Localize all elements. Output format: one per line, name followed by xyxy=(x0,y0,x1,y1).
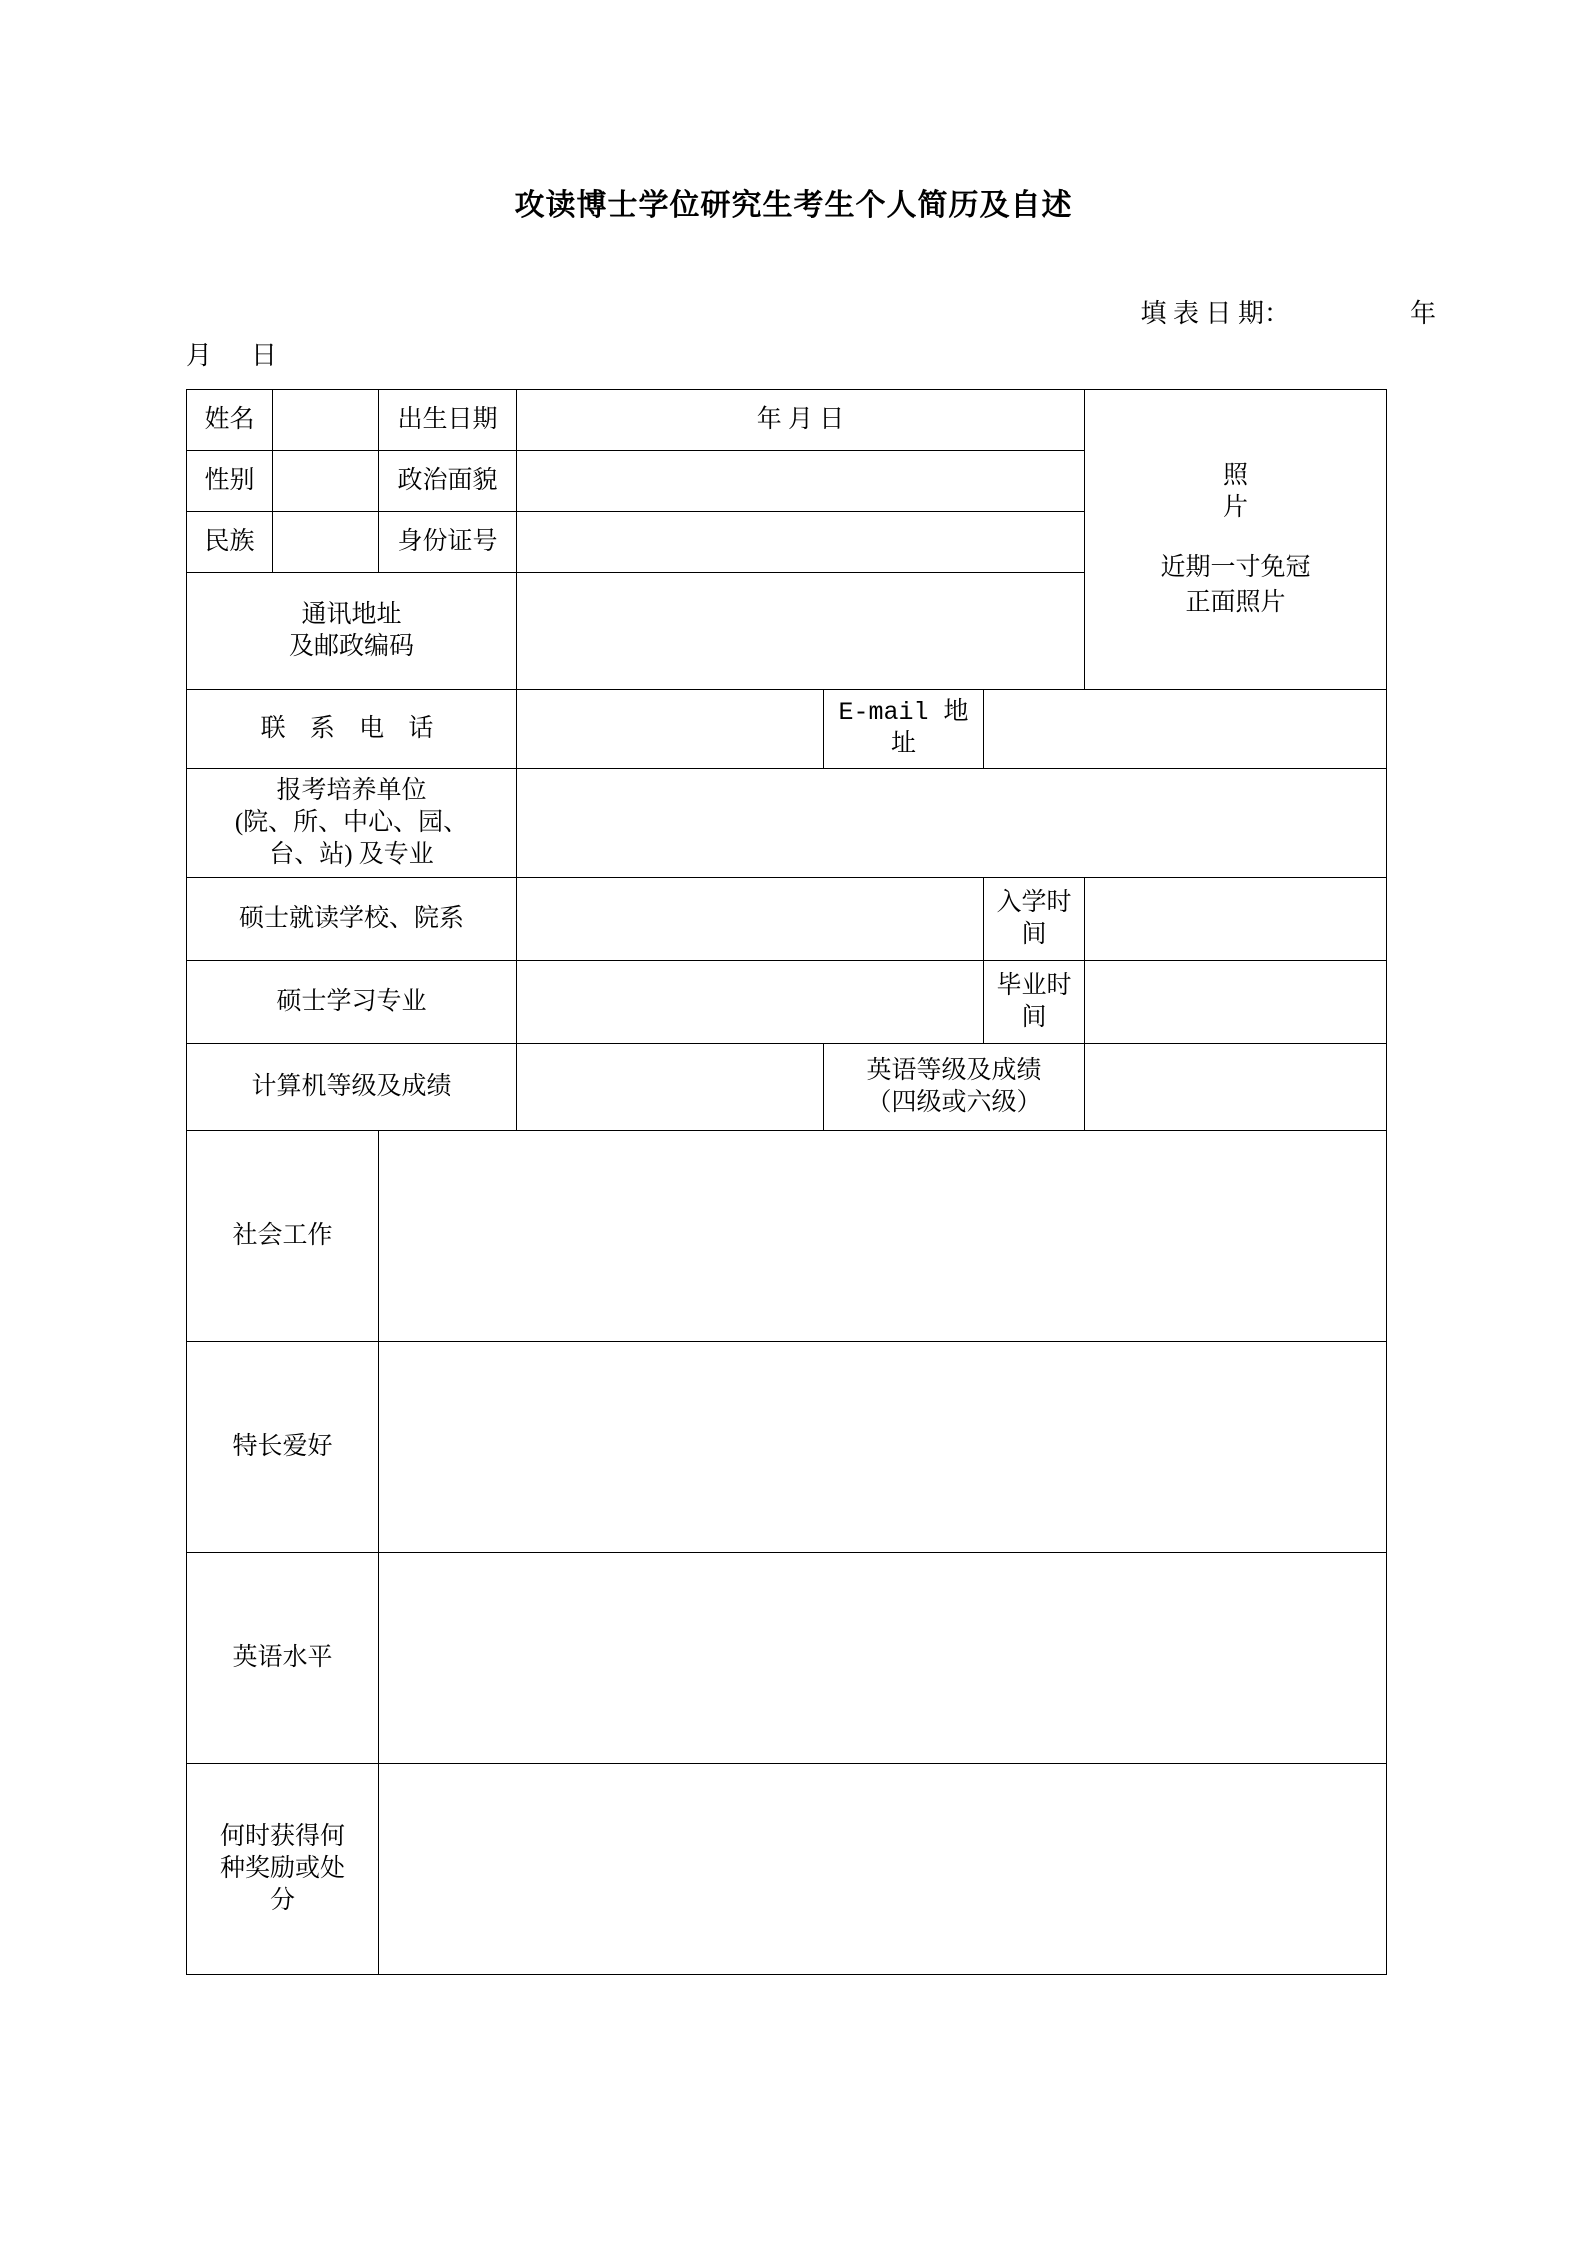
table-row-awards xyxy=(187,1764,1387,1975)
gender-value[interactable] xyxy=(273,451,379,512)
awards-label xyxy=(187,1764,379,1975)
social-work-value[interactable] xyxy=(379,1131,1387,1342)
awards-label-line-2: 种奖励或处 xyxy=(219,1855,345,1882)
graduate-time-label: 毕业时间 xyxy=(984,961,1085,1044)
applicant-form-table xyxy=(186,389,1387,1975)
table-row-hobby xyxy=(187,1342,1387,1553)
name-label: 姓名 xyxy=(187,390,273,451)
awards-value[interactable] xyxy=(379,1764,1387,1975)
computer-level-label: 计算机等级及成绩 xyxy=(187,1044,517,1131)
table-row-scores xyxy=(187,1044,1387,1131)
id-number-label: 身份证号 xyxy=(379,512,517,573)
table-row-social-work xyxy=(187,1131,1387,1342)
table-row-master-school xyxy=(187,878,1387,961)
social-work-label: 社会工作 xyxy=(187,1131,379,1342)
fill-date-line-2 xyxy=(186,338,1436,373)
id-number-value[interactable] xyxy=(517,512,1085,573)
gender-label: 性别 xyxy=(187,451,273,512)
email-label: E-mail 地址 xyxy=(824,690,984,769)
english-proficiency-value[interactable] xyxy=(379,1553,1387,1764)
name-value[interactable] xyxy=(273,390,379,451)
english-level-label-line-1: 英语等级及成绩 xyxy=(866,1057,1042,1084)
english-level-label xyxy=(824,1044,1085,1131)
address-label xyxy=(187,573,517,690)
ethnicity-label: 民族 xyxy=(187,512,273,573)
table-row-contact xyxy=(187,690,1387,769)
page-title: 攻读博士学位研究生考生个人简历及自述 xyxy=(514,189,1073,222)
awards-label-line-3: 分 xyxy=(269,1887,295,1914)
table-row-master-major xyxy=(187,961,1387,1044)
birth-date-value[interactable]: 年 月 日 xyxy=(517,390,1085,451)
apply-unit-label-line-3: 台、站) 及专业 xyxy=(269,841,434,868)
fill-date-line xyxy=(186,296,1436,331)
phone-label: 联 系 电 话 xyxy=(187,690,517,769)
apply-unit-label-line-2: (院、所、中心、园、 xyxy=(234,809,469,836)
awards-label-line-1: 何时获得何 xyxy=(219,1823,345,1850)
table-row-english-level xyxy=(187,1553,1387,1764)
fill-date-year-unit: 年 xyxy=(1409,299,1436,328)
address-value[interactable] xyxy=(517,573,1085,690)
photo-char-1: 照 xyxy=(1223,461,1249,489)
computer-level-value[interactable] xyxy=(517,1044,824,1131)
master-major-label: 硕士学习专业 xyxy=(187,961,517,1044)
birth-date-label: 出生日期 xyxy=(379,390,517,451)
english-level-label-line-2: （四级或六级） xyxy=(866,1089,1042,1116)
english-proficiency-label: 英语水平 xyxy=(187,1553,379,1764)
phone-value[interactable] xyxy=(517,690,824,769)
apply-unit-label-line-1: 报考培养单位 xyxy=(276,777,427,804)
hobby-value[interactable] xyxy=(379,1342,1387,1553)
master-school-value[interactable] xyxy=(517,878,984,961)
apply-unit-label xyxy=(187,769,517,878)
fill-date-month-day: 月 日 xyxy=(186,341,278,370)
photo-char-2: 片 xyxy=(1223,493,1249,521)
apply-unit-value[interactable] xyxy=(517,769,1387,878)
master-school-label: 硕士就读学校、院系 xyxy=(187,878,517,961)
political-status-value[interactable] xyxy=(517,451,1085,512)
table-row-name xyxy=(187,390,1387,451)
fill-date-label: 填 表 日 期： xyxy=(1140,299,1290,328)
hobby-label: 特长爱好 xyxy=(187,1342,379,1553)
political-status-label: 政治面貌 xyxy=(379,451,517,512)
photo-spacer xyxy=(1089,524,1382,550)
master-major-value[interactable] xyxy=(517,961,984,1044)
address-label-line-1: 通讯地址 xyxy=(301,601,402,628)
email-value[interactable] xyxy=(984,690,1387,769)
ethnicity-value[interactable] xyxy=(273,512,379,573)
english-level-value[interactable] xyxy=(1085,1044,1387,1131)
enroll-time-value[interactable] xyxy=(1085,878,1387,961)
graduate-time-value[interactable] xyxy=(1085,961,1387,1044)
photo-placeholder-cell xyxy=(1085,390,1387,690)
address-label-line-2: 及邮政编码 xyxy=(288,633,414,660)
table-row-apply-unit xyxy=(187,769,1387,878)
photo-note-line-2: 正面照片 xyxy=(1185,588,1286,616)
enroll-time-label: 入学时间 xyxy=(984,878,1085,961)
photo-note-line-1: 近期一寸免冠 xyxy=(1160,553,1311,581)
